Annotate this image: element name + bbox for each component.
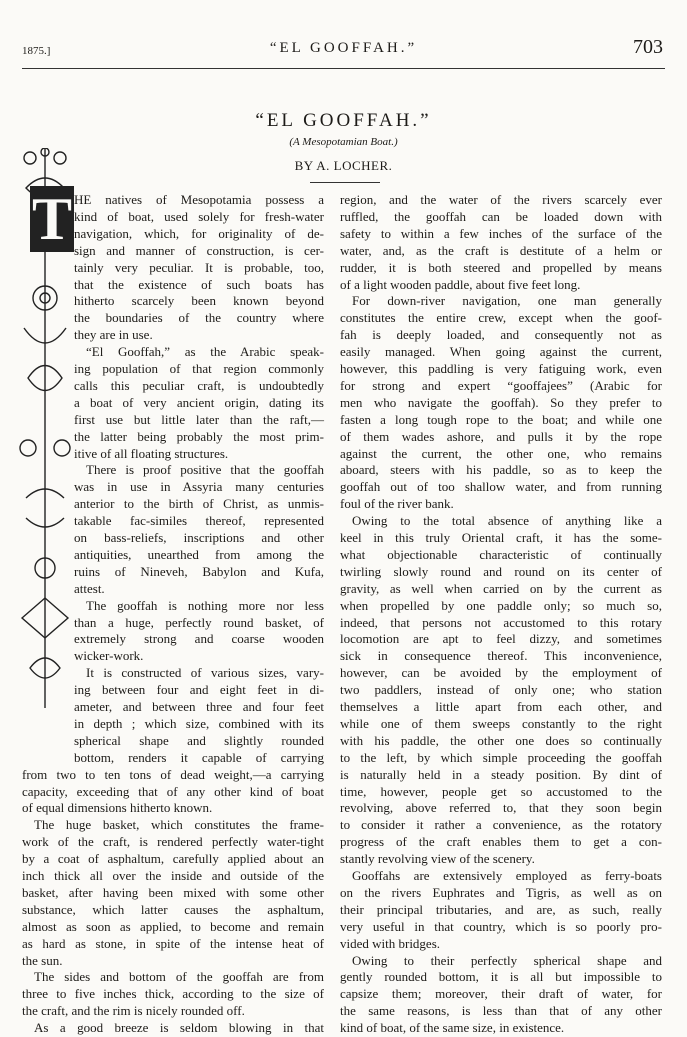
- text-line: ing population of that region commonly: [74, 361, 324, 376]
- text-line: spherical shape and slightly rounded: [74, 732, 324, 748]
- article-title: “EL GOOFFAH.”: [255, 110, 432, 131]
- text-line: Owing to the total absence of anything like a: [352, 513, 662, 529]
- text-line: ing between four and eight feet in di-: [74, 682, 324, 698]
- text-line: what objectionable characteristic of continually: [340, 546, 662, 562]
- text-line: was in use in Assyria many centuries: [74, 479, 324, 495]
- text-line: as hard as stone, in spite of the intense heat of: [22, 935, 324, 951]
- text-line: indeed, that persons not accustomed to this rotary: [340, 614, 662, 630]
- text-line: of them wades ashore, and pulls it by the rope: [340, 428, 662, 444]
- text-line: constitutes the entire crew, except when the goof-: [340, 310, 662, 326]
- text-line: two paddlers, instead of only one; who station: [340, 682, 662, 698]
- text-line: on bass-reliefs, inscriptions and other: [74, 530, 324, 545]
- text-line: fah is deeply loaded, and consequently not as: [340, 327, 662, 343]
- text-line: the latter being probably the most prim-: [74, 428, 324, 444]
- article-author: BY A. LOCHER.: [294, 158, 393, 173]
- text-line: of equal dimensions hitherto known.: [22, 800, 213, 816]
- text-line: the boundaries of the country where: [74, 310, 324, 326]
- text-line: navigation, which, for originality of de-: [74, 225, 324, 241]
- text-line: There is proof positive that the gooffah: [86, 462, 324, 478]
- text-line: work of the craft, is rendered perfectly water-tight: [22, 834, 324, 850]
- text-line: ruffled, the gooffah can be loaded down with: [340, 208, 662, 224]
- text-line: twirling slowly round and round on its center of: [340, 563, 662, 579]
- text-line: safety to within a few inches of the surface of the: [340, 225, 662, 241]
- text-line: capsize them; moreover, their draft of water, for: [340, 986, 662, 1002]
- text-line: Gooffahs are extensively employed as ferry-boats: [352, 868, 662, 883]
- text-line: the craft, and the rim is nicely rounded off.: [22, 1003, 245, 1019]
- text-line: Owing to their perfectly spherical shape and: [352, 952, 662, 968]
- text-line: by a coat of asphaltum, carefully applied about an: [22, 851, 324, 867]
- text-line: takable fac-similes thereof, represented: [74, 513, 324, 529]
- text-line: inch thick all over the inside and outside of the: [22, 868, 324, 883]
- text-line: calls this peculiar craft, is undoubtedly: [74, 377, 324, 393]
- text-line: their principal tributaries, and are, as such, really: [340, 901, 662, 917]
- text-line: For down-river navigation, one man generally: [352, 293, 662, 309]
- text-line: to consider it rather a convenience, as the rotatory: [340, 817, 662, 833]
- text-line: for strong and expert “gooffajees” (Arabic for: [340, 377, 662, 393]
- text-line: capacity, exceeding that of any other kind of boat: [22, 783, 324, 799]
- text-line: hitherto scarcely been known beyond: [74, 293, 324, 309]
- text-line: keel in this truly Oriental craft, it has the some-: [340, 530, 662, 545]
- text-line: ruins of Nineveh, Babylon and Kufa,: [74, 563, 324, 579]
- text-line: from two to ten tons of dead weight,—a carrying: [22, 766, 324, 782]
- text-line: themselves a little apart from each other, and: [340, 699, 662, 714]
- text-line: “El Gooffah,” as the Arabic speak-: [86, 344, 324, 360]
- text-line: three to five inches thick, according to the size of: [22, 986, 324, 1002]
- text-line: anterior to the birth of Christ, as unmis-: [74, 496, 324, 512]
- text-line: easily managed. When going against the current,: [340, 344, 662, 360]
- text-line: however, this paddling is very fatiguing work, even: [340, 361, 662, 376]
- text-line: rudder, it is both steered and propelled by means: [340, 259, 662, 275]
- text-line: in depth ; which size, combined with its: [74, 715, 324, 731]
- text-line: The gooffah is nothing more nor less: [86, 597, 324, 613]
- text-line: progress of the craft enables them to get a con-: [340, 834, 662, 850]
- running-title: “EL GOOFFAH.”: [269, 40, 418, 56]
- text-line: of a light wooden paddle, about five feet long.: [340, 276, 581, 292]
- text-line: very useful in that country, which is so poorly pro-: [340, 918, 662, 934]
- text-line: on the rivers Euphrates and Tigris, as well as on: [340, 884, 662, 900]
- article-subtitle: (A Mesopotamian Boat.): [289, 136, 398, 148]
- text-line: tainly very peculiar. It is probable, too,: [74, 259, 324, 275]
- text-line: The huge basket, which constitutes the frame-: [34, 817, 324, 833]
- text-line: water, and, as the craft is destitute of a helm or: [340, 242, 662, 258]
- text-line: a boat of very ancient origin, dating its: [74, 394, 324, 410]
- text-line: gently rounded bottom, it is all but impossible to: [340, 969, 662, 985]
- text-line: fasten a long tough rope to the boat; and while one: [340, 411, 662, 427]
- text-line: kind of boat, of the same size, in existence.: [340, 1020, 565, 1036]
- text-line: sign and manner of construction, is cer-: [74, 242, 324, 258]
- text-line: the same reasons, is less than that of any other: [340, 1003, 662, 1019]
- drop-cap: T: [31, 186, 73, 252]
- text-line: stantly revolving view of the scenery.: [340, 851, 535, 867]
- header-rule: [22, 68, 665, 69]
- text-line: ameter, and between three and four feet: [74, 699, 324, 714]
- text-line: HE natives of Mesopotamia possess a: [74, 192, 324, 207]
- text-line: As a good breeze is seldom blowing in that: [34, 1020, 324, 1036]
- text-line: against the current, the other one, who remains: [340, 445, 662, 461]
- text-line: The sides and bottom of the gooffah are from: [34, 969, 324, 985]
- text-line: locomotion are apt to feel dizzy, and sometimes: [340, 631, 662, 647]
- text-line: while one of them sweeps constantly to the right: [340, 715, 662, 731]
- author-rule: [310, 182, 380, 183]
- text-line: than a huge, perfectly round basket, of: [74, 614, 324, 630]
- text-line: kind of boat, used solely for fresh-water: [74, 208, 324, 224]
- text-line: gooffah out of too shallow water, and from running: [340, 479, 662, 495]
- text-line: almost as soon as applied, to become and remain: [22, 918, 324, 934]
- text-line: It is constructed of various sizes, vary-: [86, 665, 324, 681]
- text-line: time, however, people get so accustomed to the: [340, 783, 662, 799]
- text-line: sick in consequence thereof. This inconvenience,: [340, 648, 662, 664]
- text-line: wicker-work.: [74, 648, 144, 664]
- text-line: basket, after having been mixed with some other: [22, 884, 324, 900]
- text-line: they are in use.: [74, 327, 153, 343]
- text-line: itive of all floating structures.: [74, 445, 229, 461]
- text-line: that the existence of such boats has: [74, 276, 324, 292]
- text-line: however, can be avoided by the employment of: [340, 665, 662, 681]
- text-line: vided with bridges.: [340, 935, 441, 951]
- text-line: the sun.: [22, 952, 63, 968]
- text-line: extremely strong and coarse wooden: [74, 631, 324, 647]
- text-line: attest.: [74, 580, 105, 596]
- page-number: 703: [633, 36, 663, 58]
- text-line: revolving, above referred to, that they soon begin: [340, 800, 662, 816]
- text-line: region, and the water of the rivers scarcely ever: [340, 192, 662, 207]
- text-line: with his paddle, the other one does so continually: [340, 732, 662, 748]
- text-line: men who navigate the gooffah). So they prefer to: [340, 394, 662, 410]
- text-line: bottom, renders it capable of carrying: [74, 749, 324, 765]
- header-year: 1875.]: [22, 45, 51, 57]
- text-line: gravity, as well when carried on by the current as: [340, 580, 662, 596]
- text-line: antiquities, unearthed from among the: [74, 546, 324, 562]
- text-line: substance, which latter causes the asphaltum,: [22, 901, 324, 917]
- text-line: when propelled by one paddle only; so much so,: [340, 597, 662, 613]
- text-line: is naturally held in a steady position. By dint of: [340, 766, 662, 782]
- text-line: to the left, by which simple proceeding the gooffah: [340, 749, 662, 765]
- text-line: foul of the river bank.: [340, 496, 454, 512]
- text-line: first use but little later than the raft,—: [74, 411, 324, 427]
- text-line: aboard, steers with his paddle, so as to keep the: [340, 462, 662, 478]
